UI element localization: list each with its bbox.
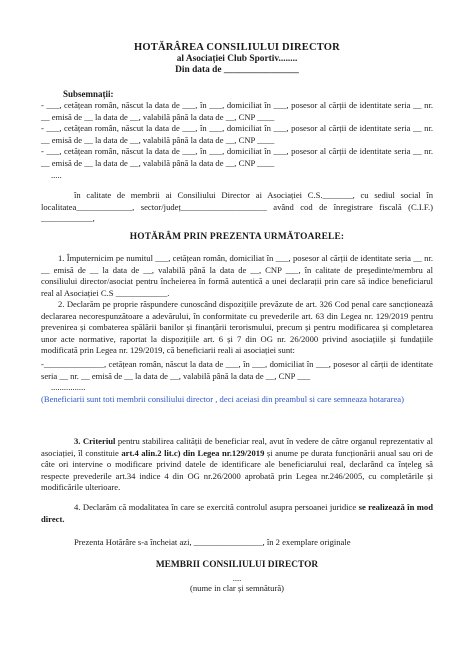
item-3-lead: 3. Criteriul xyxy=(74,436,116,446)
members-dots: .... xyxy=(232,573,242,583)
item-4-bold: se realizează în mod direct. xyxy=(41,502,434,524)
beneficiary-line: -______________, cetățean român, născut la data de ___, în ___, domiciliat în ___, posesor al cărții de identitate seria __ nr. __ emisă de __ la data de __, valabilă până la data de __, CNP ___ xyxy=(41,359,433,381)
section-title: HOTĂRÂM PRIN PREZENTA URMĂTOARELE: xyxy=(129,232,345,242)
document-title: HOTĂRÂREA CONSILIULUI DIRECTOR xyxy=(134,42,340,53)
beneficiary-note: (Beneficiarii sunt toti membrii consiliului director , deci aceiasi din preambul si care semneaza hotararea) xyxy=(41,393,404,404)
item-2: 2. Declarăm pe proprie răspundere cunoscând dispozițiile prevăzute de art. 326 Cod penal care sancționează declararea necorespunzătoare a adevărului, în conformitate cu prevederile art. 63 din Legea nr. 129/2019 pentru prevenirea și combaterea spălării banilor și finanțării terorismului, precum și pentru modificarea și completarea unor acte normative, raportat la dispozițiile art. 6 și 7 din OG nr. 26/2000 privind asociațiile și fundațiile modificată prin Legea nr. 129/2019, că beneficiarii reali ai asociației sunt: xyxy=(41,299,433,356)
item-4-text: 4. Declarăm că modalitatea în care se exercită controlul asupra persoanei juridice xyxy=(74,502,359,512)
beneficiary-block xyxy=(41,359,433,405)
signatories-list xyxy=(41,100,433,181)
item-3-text-a: pentru stabilirea calității de beneficiar real, avut în vedere de către organul reprezentativ al asociației, îl constituie xyxy=(41,436,433,458)
item-1: 1. Împuternicim pe numitul ___, cetățean român, domiciliat în ___, posesor al cărții de identitate seria __ nr. __ emisă de __ la data de __, valabilă până la data de __, CNP ___, în calitate de președinte/membru al consiliului director/asociat pentru încheierea în formă autentică a unei declarații prin care să indice beneficiarul real al Asociației C.S ____________. xyxy=(41,253,433,298)
signatory-line: - ___, cetățean român, născut la data de ___, în ___, domiciliat în ___, posesor al cărții de identitate seria __ nr. __ emisă de __ la data de __, valabilă până la data de __, CNP ____ xyxy=(41,146,433,168)
item-3-legal-reference: art.4 alin.2 lit.c) din Legea nr.129/2019 xyxy=(121,447,265,458)
signature-caption: (nume in clar și semnătură) xyxy=(189,583,285,593)
signatories-ellipsis: ..... xyxy=(51,169,62,180)
signatory-line: - ___, cetățean român, născut la data de ___, în ___, domiciliat în ___, posesor al cărții de identitate seria __ nr. __ emisă de __ la data de __, valabilă până la data de __, CNP ____ xyxy=(41,100,433,122)
members-title: MEMBRII CONSILIULUI DIRECTOR xyxy=(155,560,319,570)
intro-paragraph: în calitate de membrii ai Consiliului Director ai Asociației C.S._______, cu sediul social în localitatea_____________, sector/județ____________________ având cod de înregistrare fiscală (C.I.F.) ____________, xyxy=(41,190,433,224)
closing-line: Prezenta Hotărâre s-a încheiat azi, ________________, în 2 exemplare originale xyxy=(74,537,351,547)
item-4 xyxy=(41,502,433,525)
beneficiary-ellipsis: ................ xyxy=(51,382,86,393)
signatory-line: - ___, cetățean român, născut la data de ___, în ___, domiciliat în ___, posesor al cărții de identitate seria __ nr. __ emisă de __ la data de __, valabilă până la data de __, CNP ____ xyxy=(41,123,433,145)
date-line: Din data de ________________ xyxy=(175,65,299,75)
item-3 xyxy=(41,436,433,494)
signatories-label: Subsemnații: xyxy=(63,89,114,99)
association-subtitle: al Asociației Club Sportiv........ xyxy=(176,54,298,64)
item-3-text-b: și anume pe durata funcționării anual sau ori de câte ori intervine o modificare privind datele de identificare ale beneficiarului real, declarând ca înțeleg să respecte prevederile art.34 indice 4 din OG nr.26/2000 aprobată prin Legea nr.246/2005, cu completările și modificările ulterioare. xyxy=(41,447,433,493)
